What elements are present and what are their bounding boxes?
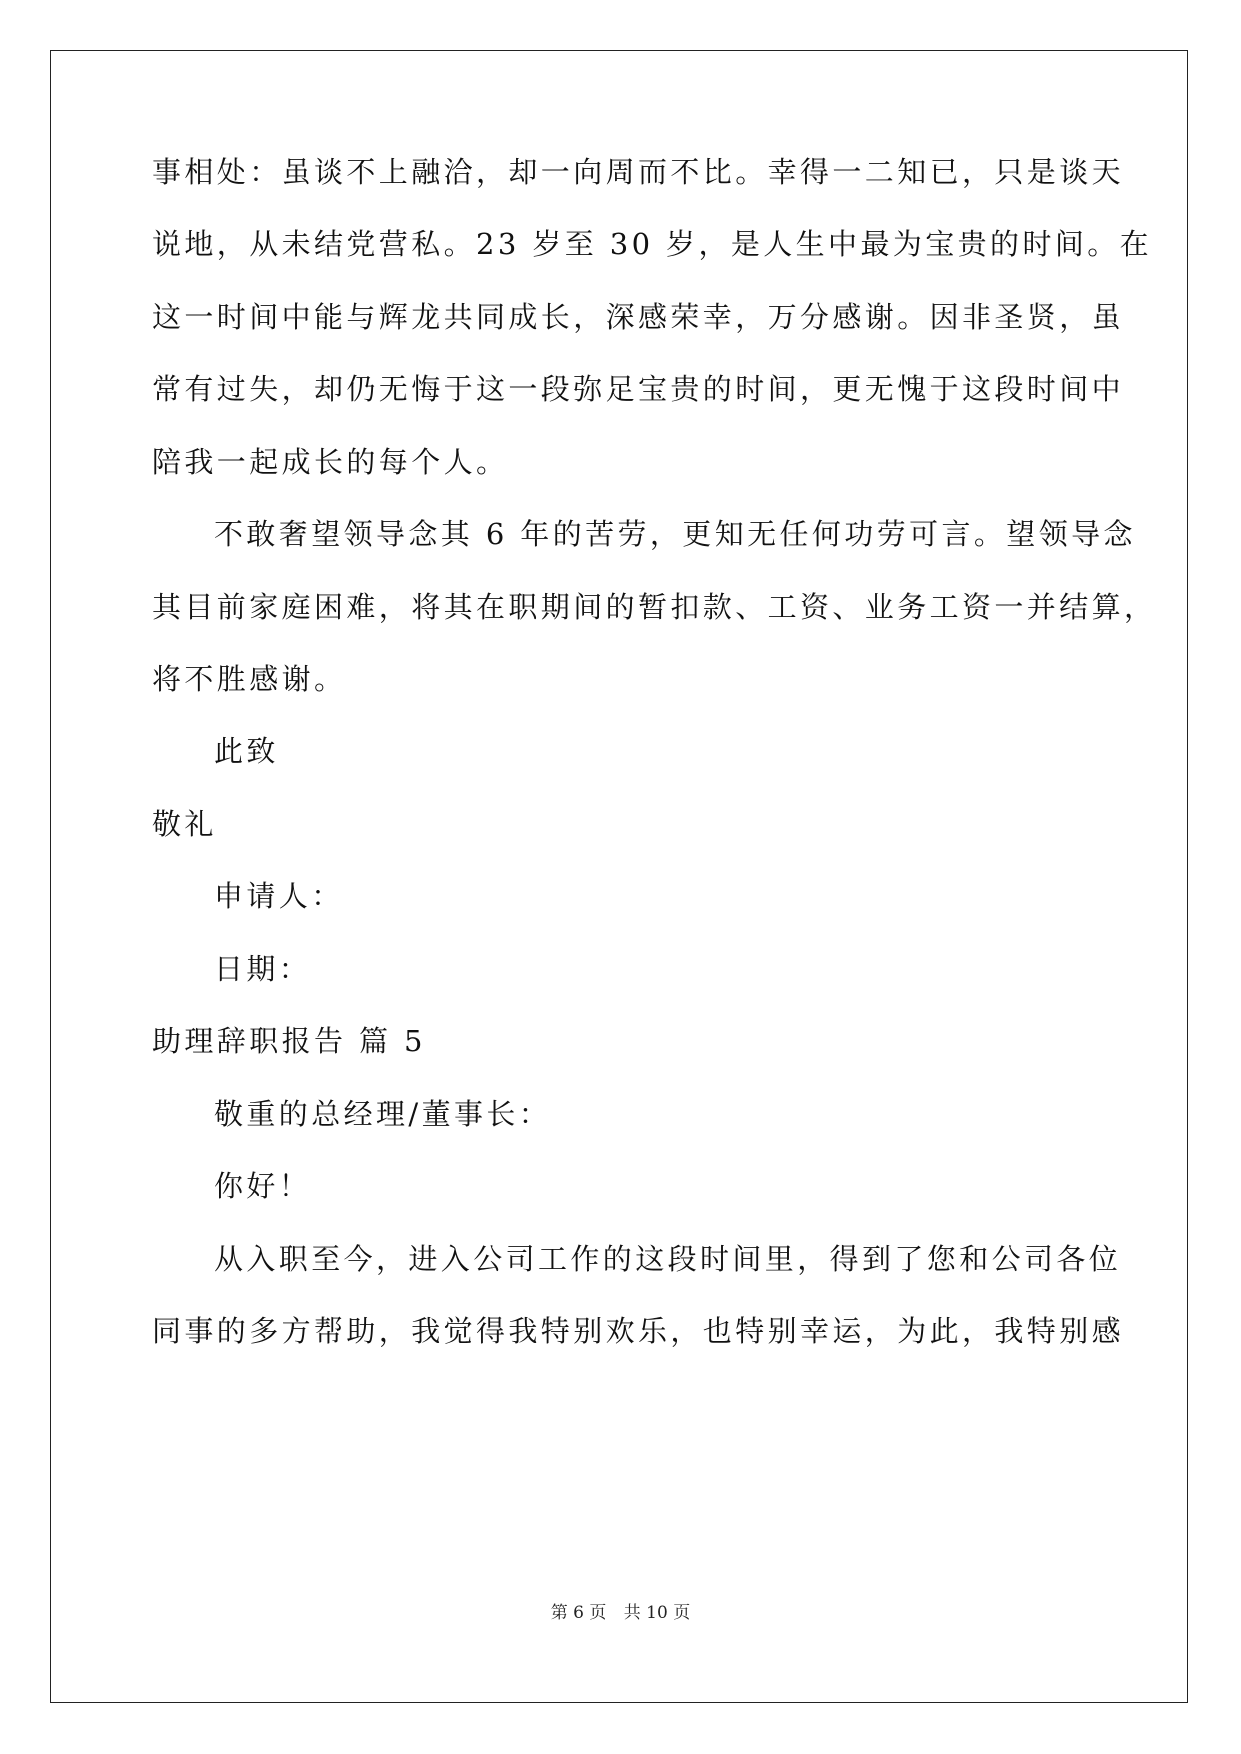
text-line: 不敢奢望领导念其 6 年的苦劳，更知无任何功劳可言。望领导念 (214, 517, 1136, 551)
closing-respect: 敬礼 (152, 807, 217, 841)
applicant-label: 申请人： (214, 879, 344, 913)
closing-salutation: 此致 (214, 734, 279, 768)
greeting-addressee: 敬重的总经理/董事长： (214, 1097, 552, 1131)
page-total: 共 10 页 (623, 1603, 691, 1623)
section-heading: 助理辞职报告 篇 5 (152, 1024, 426, 1058)
text-line: 将不胜感谢。 (152, 662, 347, 696)
date-label: 日期： (214, 952, 312, 986)
text-line: 从入职至今，进入公司工作的这段时间里，得到了您和公司各位 (214, 1242, 1122, 1276)
text-line: 常有过失，却仍无悔于这一段弥足宝贵的时间，更无愧于这段时间中 (152, 372, 1125, 406)
greeting: 你好！ (214, 1169, 312, 1203)
text-line: 同事的多方帮助，我觉得我特别欢乐，也特别幸运，为此，我特别感 (152, 1314, 1125, 1348)
text-line: 事相处：虽谈不上融洽，却一向周而不比。幸得一二知已，只是谈天 (152, 155, 1125, 189)
text-line: 这一时间中能与辉龙共同成长，深感荣幸，万分感谢。因非圣贤，虽 (152, 300, 1125, 334)
text-line: 陪我一起成长的每个人。 (152, 445, 509, 479)
page-footer (0, 1598, 1241, 1623)
page-number: 第 6 页 (550, 1603, 607, 1623)
text-line: 说地，从未结党营私。23 岁至 30 岁，是人生中最为宝贵的时间。在 (152, 227, 1153, 261)
text-line: 其目前家庭困难，将其在职期间的暂扣款、工资、业务工资一并结算， (152, 590, 1157, 624)
